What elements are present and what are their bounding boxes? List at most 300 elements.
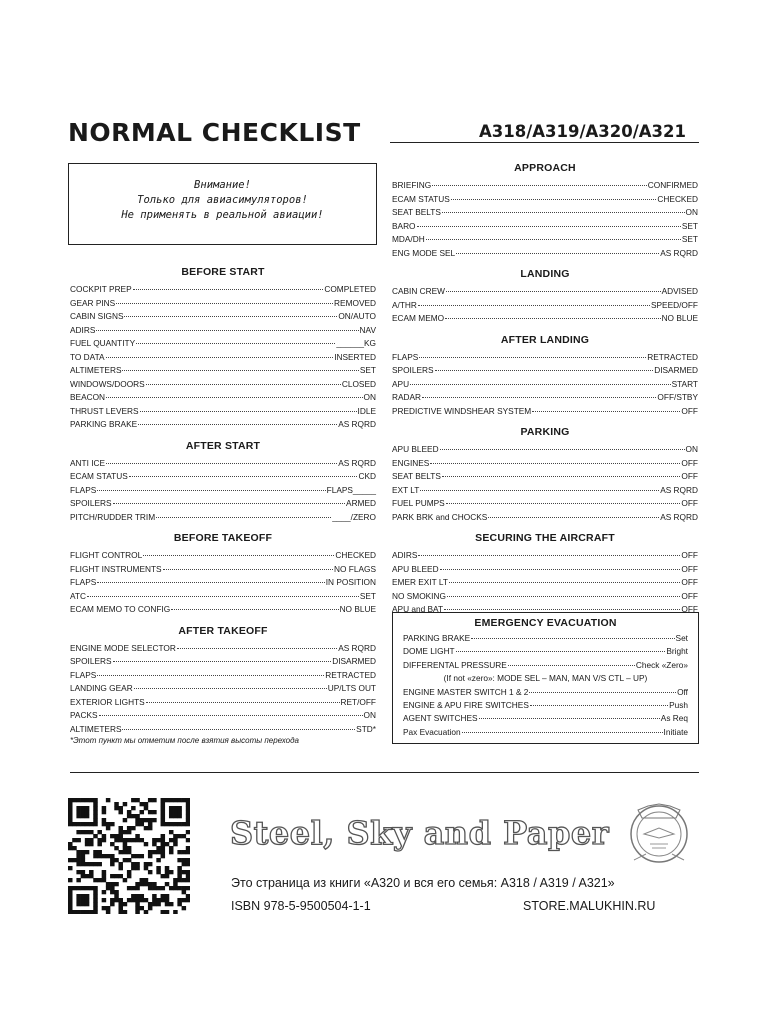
item-value: AS RQRD (338, 642, 376, 653)
qr-module (186, 818, 190, 822)
qr-module (106, 910, 111, 914)
brand-logo-text: Steel, Sky and Paper (230, 814, 610, 852)
qr-module (97, 854, 102, 858)
qr-module (118, 810, 123, 814)
qr-module (135, 902, 140, 906)
item-label: WINDOWS/DOORS (70, 378, 145, 389)
qr-module (131, 854, 136, 858)
item-label: ATC (70, 590, 86, 601)
qr-module (110, 842, 115, 846)
qr-module (173, 810, 178, 814)
qr-module (123, 910, 128, 914)
qr-module (102, 874, 107, 878)
item-label: FLAPS (70, 577, 97, 587)
qr-module (85, 910, 90, 914)
item-label: APU and BAT (392, 604, 444, 614)
qr-module (165, 902, 170, 906)
dot-leader (419, 357, 646, 358)
item-label: ENGINES (392, 457, 430, 468)
checklist-item (392, 299, 698, 313)
qr-module (118, 906, 123, 910)
qr-module (81, 886, 86, 890)
dot-leader (97, 675, 324, 676)
qr-module (102, 806, 107, 810)
qr-module (127, 830, 132, 834)
qr-module (118, 902, 123, 906)
qr-module (144, 910, 149, 914)
qr-module (68, 818, 73, 822)
checklist-item (392, 457, 698, 471)
qr-module (76, 910, 81, 914)
qr-module (123, 838, 128, 842)
item-label: Pax Evacuation (403, 726, 461, 737)
qr-module (102, 854, 107, 858)
dot-leader (479, 718, 660, 719)
item-value: AS RQRD (338, 457, 376, 468)
qr-module (93, 886, 98, 890)
item-value: FLAPS_____ (326, 484, 376, 495)
item-value: UP/LTS OUT (327, 683, 376, 693)
qr-module (81, 814, 86, 818)
qr-module (182, 822, 187, 826)
item-label: ADIRS (70, 324, 96, 335)
qr-module (127, 846, 132, 850)
qr-module (114, 806, 119, 810)
qr-module (81, 798, 86, 802)
checklist-item (392, 312, 698, 326)
item-value: CKD (358, 471, 376, 481)
qr-module (76, 854, 81, 858)
qr-module (118, 850, 123, 854)
qr-module (152, 798, 157, 802)
qr-module (169, 902, 174, 906)
checklist-item (392, 590, 698, 604)
qr-module (68, 890, 73, 894)
qr-module (173, 910, 178, 914)
qr-module (114, 898, 119, 902)
dot-leader (136, 343, 335, 344)
qr-module (114, 858, 119, 862)
qr-module (169, 850, 174, 854)
item-label: SPOILERS (70, 656, 112, 666)
item-value: OFF (681, 563, 698, 574)
dot-leader (146, 702, 340, 703)
dot-leader (138, 424, 337, 425)
qr-module (186, 878, 190, 882)
section-title: AFTER START (185, 439, 261, 452)
qr-module (97, 862, 102, 866)
item-value: ON (685, 444, 698, 454)
checklist-item (70, 549, 376, 563)
qr-module (131, 814, 136, 818)
checklist-item (70, 590, 376, 604)
qr-module (76, 894, 81, 898)
dot-leader (106, 357, 334, 358)
qr-module (177, 806, 182, 810)
checklist-item (403, 686, 688, 699)
item-value: ______KG (336, 338, 376, 348)
qr-module (165, 910, 170, 914)
dot-leader (410, 384, 671, 385)
dot-leader (113, 503, 346, 504)
qr-module (72, 838, 77, 842)
item-label: ECAM STATUS (392, 193, 450, 204)
qr-module (140, 898, 145, 902)
qr-module (102, 878, 107, 882)
qr-module (161, 886, 166, 890)
qr-module (118, 834, 123, 838)
dot-leader (426, 239, 681, 240)
qr-module (173, 834, 178, 838)
qr-module (114, 846, 119, 850)
qr-module (161, 802, 166, 806)
qr-module (85, 842, 90, 846)
qr-module (182, 798, 187, 802)
qr-module (118, 862, 123, 866)
dot-leader (140, 411, 357, 412)
item-label: ANTI ICE (70, 457, 106, 468)
dot-leader (134, 688, 327, 689)
item-label: EXTERIOR LIGHTS (70, 696, 145, 707)
qr-module (161, 834, 166, 838)
item-label: ECAM MEMO TO CONFIG (70, 604, 171, 614)
dot-leader (156, 517, 331, 518)
item-value: ON (363, 392, 376, 402)
qr-module (148, 886, 153, 890)
qr-module (76, 830, 81, 834)
qr-module (110, 886, 115, 890)
checklist-item (70, 297, 376, 311)
qr-module (127, 858, 132, 862)
qr-module (177, 902, 182, 906)
qr-module (76, 886, 81, 890)
qr-module (127, 838, 132, 842)
dot-leader (96, 330, 358, 331)
dot-leader (417, 226, 681, 227)
checklist-item (392, 391, 698, 405)
qr-module (102, 834, 107, 838)
checklist-item (403, 712, 688, 725)
qr-module (140, 802, 145, 806)
qr-module (140, 878, 145, 882)
qr-module (161, 814, 166, 818)
qr-module (148, 798, 153, 802)
footer-divider (70, 772, 699, 773)
qr-module (127, 870, 132, 874)
qr-module (177, 834, 182, 838)
item-label: PARKING BRAKE (403, 633, 471, 643)
item-label: SEAT BELTS (392, 471, 441, 481)
qr-module (85, 838, 90, 842)
qr-module (85, 902, 90, 906)
qr-module (156, 850, 161, 854)
qr-module (114, 894, 119, 898)
checklist-item (70, 497, 376, 511)
qr-module (186, 850, 190, 854)
checklist-item (70, 310, 376, 324)
qr-module (114, 890, 119, 894)
qr-module (106, 826, 111, 830)
qr-module (148, 822, 153, 826)
qr-module (156, 902, 161, 906)
item-label: APU BLEED (392, 563, 439, 574)
qr-module (165, 866, 170, 870)
qr-module (93, 822, 98, 826)
qr-module (106, 906, 111, 910)
dot-leader (143, 555, 334, 556)
qr-module (93, 806, 98, 810)
qr-module (118, 874, 123, 878)
qr-module (165, 822, 170, 826)
item-label: LANDING GEAR (70, 683, 133, 693)
dot-leader (87, 596, 359, 597)
item-value: Check «Zero» (635, 659, 688, 670)
qr-module (93, 802, 98, 806)
qr-module (148, 850, 153, 854)
item-value: AS RQRD (660, 484, 698, 495)
qr-module (110, 882, 115, 886)
qr-module (182, 834, 187, 838)
qr-module (68, 846, 73, 850)
qr-module (97, 842, 102, 846)
qr-module (127, 874, 132, 878)
qr-module (72, 846, 77, 850)
item-value: OFF (681, 604, 698, 614)
qr-module (131, 862, 136, 866)
dot-leader (440, 569, 681, 570)
checklist-item (70, 351, 376, 365)
qr-module (173, 842, 178, 846)
qr-module (110, 862, 115, 866)
qr-module (106, 798, 111, 802)
qr-module (135, 822, 140, 826)
item-value: ADVISED (661, 286, 698, 296)
qr-module (102, 822, 107, 826)
checklist-item (70, 470, 376, 484)
qr-module (85, 830, 90, 834)
item-label: DIFFERENTAL PRESSURE (403, 659, 507, 670)
qr-module (135, 882, 140, 886)
section-title: BEFORE START (181, 266, 265, 278)
dot-leader (122, 729, 355, 730)
item-value: RETRACTED (325, 669, 376, 680)
qr-module (135, 818, 140, 822)
qr-module (68, 802, 73, 806)
section-title: AFTER LANDING (500, 333, 590, 346)
qr-module (106, 886, 111, 890)
checklist-item (392, 497, 698, 511)
qr-module (173, 806, 178, 810)
isbn-number: ISBN 978-5-9500504-1-1 (231, 899, 371, 913)
qr-module (114, 834, 119, 838)
qr-module (169, 870, 174, 874)
checklist-item (392, 443, 698, 457)
dot-leader (442, 212, 685, 213)
dot-leader (116, 303, 333, 304)
item-label: FLIGHT CONTROL (70, 550, 143, 560)
qr-module (182, 878, 187, 882)
item-value: NO BLUE (339, 604, 376, 614)
qr-module (93, 898, 98, 902)
qr-module (135, 854, 140, 858)
qr-module (85, 798, 90, 802)
item-value: REMOVED (334, 297, 376, 308)
qr-module (156, 846, 161, 850)
item-label: GEAR PINS (70, 297, 116, 308)
qr-module (169, 886, 174, 890)
qr-module (152, 810, 157, 814)
qr-module (89, 910, 94, 914)
qr-module (144, 806, 149, 810)
qr-module (81, 858, 86, 862)
dot-leader (124, 316, 337, 317)
qr-module (177, 814, 182, 818)
qr-module (93, 906, 98, 910)
qr-module (93, 834, 98, 838)
qr-module (140, 822, 145, 826)
qr-module (76, 822, 81, 826)
qr-module (186, 886, 190, 890)
qr-module (152, 818, 157, 822)
item-label: ADIRS (392, 550, 418, 560)
checklist-item (392, 233, 698, 247)
qr-module (81, 894, 86, 898)
qr-module (93, 850, 98, 854)
qr-module (161, 806, 166, 810)
item-label: FUEL QUANTITY (70, 338, 136, 348)
checklist-item (70, 337, 376, 351)
qr-module (177, 874, 182, 878)
item-value: CLOSED (341, 378, 376, 389)
qr-module (102, 810, 107, 814)
item-value: ARMED (346, 498, 376, 508)
qr-module (135, 894, 140, 898)
item-value: Off (677, 686, 688, 697)
dot-leader (113, 661, 332, 662)
dot-leader (442, 476, 681, 477)
qr-module (165, 882, 170, 886)
dot-leader (146, 384, 341, 385)
item-value: RET/OFF (340, 696, 376, 707)
qr-module (182, 870, 187, 874)
qr-module (123, 802, 128, 806)
qr-module (89, 862, 94, 866)
dot-leader (532, 411, 680, 412)
qr-module (186, 810, 190, 814)
qr-module (156, 858, 161, 862)
qr-module (169, 830, 174, 834)
qr-module (110, 858, 115, 862)
qr-module (127, 826, 132, 830)
checklist-item (70, 709, 376, 723)
item-label: SPOILERS (392, 365, 434, 375)
qr-module (135, 906, 140, 910)
qr-module (161, 822, 166, 826)
qr-module (110, 854, 115, 858)
qr-module (76, 862, 81, 866)
qr-module (68, 898, 73, 902)
qr-module (68, 858, 73, 862)
qr-module (93, 810, 98, 814)
item-label: ENGINE & APU FIRE SWITCHES (403, 699, 529, 710)
qr-module (148, 854, 153, 858)
dot-leader (422, 397, 656, 398)
qr-module (123, 850, 128, 854)
qr-module (85, 862, 90, 866)
qr-module (127, 850, 132, 854)
checklist-item (392, 484, 698, 498)
qr-module (97, 850, 102, 854)
qr-module (161, 874, 166, 878)
dot-leader (529, 692, 676, 693)
qr-module (85, 850, 90, 854)
qr-module (156, 898, 161, 902)
dot-leader (99, 715, 363, 716)
qr-module (123, 846, 128, 850)
qr-module (135, 814, 140, 818)
qr-module (93, 902, 98, 906)
qr-module (165, 874, 170, 878)
qr-module (85, 898, 90, 902)
item-value: CONFIRMED (647, 180, 698, 190)
checklist-item (70, 405, 376, 419)
item-value: OFF (681, 550, 698, 560)
qr-module (118, 910, 123, 914)
qr-module (135, 862, 140, 866)
warning-line-1: Внимание! (194, 179, 251, 191)
qr-module (165, 898, 170, 902)
qr-module (135, 910, 140, 914)
qr-module (93, 814, 98, 818)
section-title: AFTER TAKEOFF (178, 624, 268, 637)
qr-module (165, 870, 170, 874)
qr-module (68, 910, 73, 914)
qr-module (114, 882, 119, 886)
qr-module (156, 838, 161, 842)
qr-module (85, 806, 90, 810)
qr-module (81, 874, 86, 878)
item-label: APU (392, 378, 410, 389)
item-subnote: (If not «zero»: MODE SEL – MAN, MAN V/S CTL – UP) (443, 673, 648, 684)
qr-code-icon (68, 798, 190, 914)
qr-module (123, 842, 128, 846)
checklist-item (392, 247, 698, 261)
qr-module (81, 830, 86, 834)
dot-leader (171, 609, 338, 610)
qr-module (76, 878, 81, 882)
item-label: FLAPS (70, 669, 97, 680)
item-value: DISARMED (654, 365, 698, 375)
qr-module (152, 894, 157, 898)
item-label: ENGINE MASTER SWITCH 1 & 2 (403, 686, 529, 697)
checklist-section (70, 440, 376, 525)
store-link[interactable]: STORE.MALUKHIN.RU (523, 899, 656, 913)
checklist-item (70, 682, 376, 696)
checklist-item (70, 642, 376, 656)
footnote: *Этот пункт мы отметим после взятия высоты перехода (70, 736, 299, 745)
dot-leader (432, 185, 647, 186)
checklist-item (70, 723, 376, 737)
qr-module (106, 882, 111, 886)
qr-module (140, 906, 145, 910)
warning-box (68, 163, 377, 245)
checklist-section (392, 532, 698, 617)
qr-module (127, 886, 132, 890)
checklist-item (70, 457, 376, 471)
checklist-item (403, 659, 688, 672)
qr-module (177, 898, 182, 902)
qr-module (177, 850, 182, 854)
